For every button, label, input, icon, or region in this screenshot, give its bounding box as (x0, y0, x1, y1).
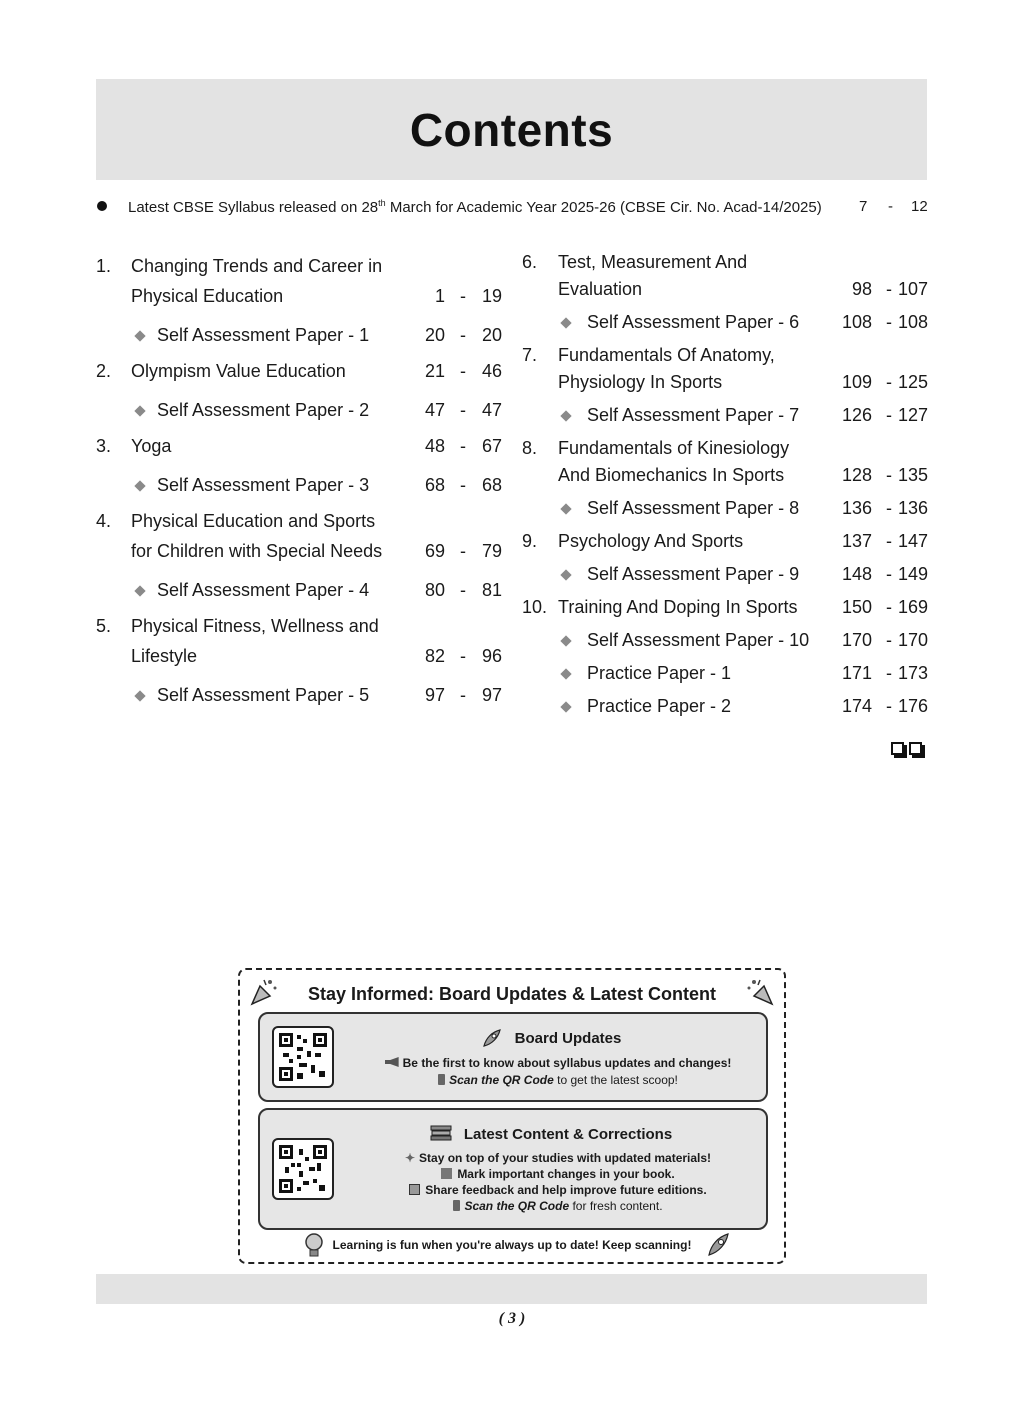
board-updates-line2: Scan the QR Code to get the latest scoop! (350, 1073, 766, 1087)
entry-number: 6. (522, 252, 538, 272)
entry-title-line: Physiology In Sports (558, 372, 723, 392)
entry-title: Self Assessment Paper - 10 (587, 630, 810, 650)
latest-content-line3: Share feedback and help improve future editions. (350, 1183, 766, 1197)
diamond-bullet-icon (560, 668, 571, 679)
entry-title-line: And Biomechanics In Sports (558, 465, 785, 485)
page-end: 12 (911, 198, 928, 215)
page-end: 125 (897, 372, 928, 392)
qr-code[interactable] (272, 1138, 334, 1200)
updates-box-title: Stay Informed: Board Updates & Latest Content (307, 984, 717, 1004)
entry-title-line: Evaluation (558, 279, 643, 299)
entry-number: 10. (522, 597, 548, 617)
rocket-icon (706, 1232, 730, 1258)
entry-number: 4. (96, 511, 112, 531)
entry-title-line: Yoga (131, 436, 172, 456)
page-start: 98 (851, 279, 872, 299)
diamond-bullet-icon (560, 503, 571, 514)
board-updates-line1: Be the first to know about syllabus updates and changes! (350, 1056, 766, 1070)
page-end: 67 (481, 436, 502, 456)
page-start: 7 (859, 198, 868, 215)
page-dash: - (460, 580, 466, 600)
page-title: Contents (409, 103, 614, 156)
page-dash: - (460, 361, 466, 381)
entry-number: 1. (96, 256, 112, 276)
page-dash: - (460, 286, 466, 306)
entry-title-line: Psychology And Sports (558, 531, 744, 551)
entry-title-line: Olympism Value Education (131, 361, 346, 381)
page-start: 109 (841, 372, 872, 392)
page-end: 19 (481, 286, 502, 306)
page-end: 108 (897, 312, 928, 332)
page-dash: - (886, 279, 892, 299)
entry-title: Self Assessment Paper - 1 (157, 325, 370, 345)
entry-title: Self Assessment Paper - 2 (157, 400, 370, 420)
page-end: 173 (897, 663, 928, 683)
phone-icon (438, 1074, 445, 1085)
page-dash: - (886, 597, 892, 617)
memo-icon (409, 1184, 420, 1195)
page-start: 128 (841, 465, 872, 485)
entry-number: 5. (96, 616, 112, 636)
footer-band (96, 1274, 927, 1304)
diamond-bullet-icon (560, 317, 571, 328)
latest-content-line4: Scan the QR Code for fresh content. (350, 1199, 766, 1213)
diamond-bullet-icon (134, 480, 145, 491)
entry-title-line: Test, Measurement And (558, 252, 748, 272)
page-dash: - (886, 312, 892, 332)
entry-title: Practice Paper - 2 (587, 696, 732, 716)
page-start: 150 (841, 597, 872, 617)
entry-title: Self Assessment Paper - 8 (587, 498, 800, 518)
page-dash: - (886, 564, 892, 584)
page-start: 170 (841, 630, 872, 650)
page-end: 107 (897, 279, 928, 299)
board-updates-panel (258, 1012, 768, 1102)
page-start: 82 (424, 646, 445, 666)
sparkles-icon: ✦ (404, 1151, 416, 1165)
updates-footer-text: Learning is fun when you're always up to date! Keep scanning! (332, 1238, 692, 1252)
entry-title: Self Assessment Paper - 5 (157, 685, 370, 705)
contents-header (96, 79, 927, 180)
syllabus-entry (96, 196, 928, 218)
entry-title: Self Assessment Paper - 7 (587, 405, 800, 425)
page-number: ( 3 ) (498, 1310, 526, 1327)
page-end: 97 (481, 685, 502, 705)
entry-title-line: Fundamentals Of Anatomy, (558, 345, 775, 365)
page-start: 80 (424, 580, 445, 600)
page-start: 48 (424, 436, 445, 456)
board-updates-heading: Board Updates (514, 1030, 622, 1047)
entry-number: 9. (522, 531, 538, 551)
page-dash: - (460, 685, 466, 705)
entry-number: 2. (96, 361, 112, 381)
page-end: 136 (897, 498, 928, 518)
page-end: 135 (897, 465, 928, 485)
entry-title: Self Assessment Paper - 6 (587, 312, 800, 332)
megaphone-icon (385, 1057, 399, 1067)
page-start: 148 (841, 564, 872, 584)
entry-title-line: Physical Education (131, 286, 284, 306)
page-dash: - (886, 405, 892, 425)
bullet-icon (97, 201, 107, 211)
phone-icon (453, 1200, 460, 1211)
latest-content-panel (258, 1108, 768, 1230)
page-dash: - (888, 198, 893, 215)
entry-number: 8. (522, 438, 538, 458)
latest-content-line1: ✦ Stay on top of your studies with updated materials! (404, 1151, 712, 1165)
page-end: 170 (897, 630, 928, 650)
page-end: 68 (481, 475, 502, 495)
page-dash: - (460, 436, 466, 456)
page-end: 81 (481, 580, 502, 600)
page-start: 136 (841, 498, 872, 518)
page-start: 69 (424, 541, 445, 561)
entry-title-line: Training And Doping In Sports (558, 597, 798, 617)
page-end: 176 (897, 696, 928, 716)
entry-title-line: Lifestyle (131, 646, 198, 666)
page-end: 79 (481, 541, 502, 561)
entry-number: 7. (522, 345, 538, 365)
page-start: 126 (841, 405, 872, 425)
page-end: 47 (481, 400, 502, 420)
page-start: 47 (424, 400, 445, 420)
page-start: 171 (841, 663, 872, 683)
page-dash: - (460, 400, 466, 420)
page-end: 96 (481, 646, 502, 666)
diamond-bullet-icon (134, 405, 145, 416)
diamond-bullet-icon (134, 585, 145, 596)
page-dash: - (886, 498, 892, 518)
toc-right-column (522, 252, 932, 732)
page-dash: - (460, 475, 466, 495)
page-start: 174 (841, 696, 872, 716)
end-of-section-icon (891, 740, 927, 758)
page-dash: - (886, 696, 892, 716)
page-dash: - (886, 465, 892, 485)
entry-title: Self Assessment Paper - 3 (157, 475, 370, 495)
diamond-bullet-icon (134, 690, 145, 701)
entry-number: 3. (96, 436, 112, 456)
page-dash: - (886, 531, 892, 551)
syllabus-text: Latest CBSE Syllabus released on 28th March for Academic Year 2025-26 (CBSE Cir. No. Acad-14/2025) (128, 198, 822, 216)
page-end: 46 (481, 361, 502, 381)
diamond-bullet-icon (560, 701, 571, 712)
diamond-bullet-icon (560, 569, 571, 580)
page-start: 21 (424, 361, 445, 381)
page-dash: - (460, 541, 466, 561)
entry-title: Practice Paper - 1 (587, 663, 732, 683)
latest-content-heading: Latest Content & Corrections (463, 1126, 673, 1143)
page-dash: - (886, 630, 892, 650)
diamond-bullet-icon (560, 410, 571, 421)
page-start: 68 (424, 475, 445, 495)
page-start: 137 (841, 531, 872, 551)
page-end: 147 (897, 531, 928, 551)
entry-title-line: Fundamentals of Kinesiology (558, 438, 790, 458)
entry-title-line: Changing Trends and Career in (131, 256, 383, 276)
entry-title: Self Assessment Paper - 4 (157, 580, 370, 600)
entry-title-line: Physical Fitness, Wellness and (131, 616, 379, 636)
diamond-bullet-icon (134, 330, 145, 341)
diamond-bullet-icon (560, 635, 571, 646)
page-dash: - (460, 325, 466, 345)
page-start: 108 (841, 312, 872, 332)
checkbox-icon (441, 1168, 452, 1179)
entry-title: Self Assessment Paper - 9 (587, 564, 800, 584)
page-end: 169 (897, 597, 928, 617)
qr-code[interactable] (272, 1026, 334, 1088)
page-end: 149 (897, 564, 928, 584)
page-start: 97 (424, 685, 445, 705)
updates-box (238, 968, 786, 1264)
page-end: 20 (481, 325, 502, 345)
page-dash: - (886, 663, 892, 683)
page-end: 127 (897, 405, 928, 425)
latest-content-line2: Mark important changes in your book. (350, 1167, 766, 1181)
toc-left-column (96, 256, 506, 716)
page-start: 1 (434, 286, 445, 306)
entry-title-line: Physical Education and Sports (131, 511, 376, 531)
page-dash: - (460, 646, 466, 666)
page-start: 20 (424, 325, 445, 345)
entry-title-line: for Children with Special Needs (131, 541, 383, 561)
page-dash: - (886, 372, 892, 392)
